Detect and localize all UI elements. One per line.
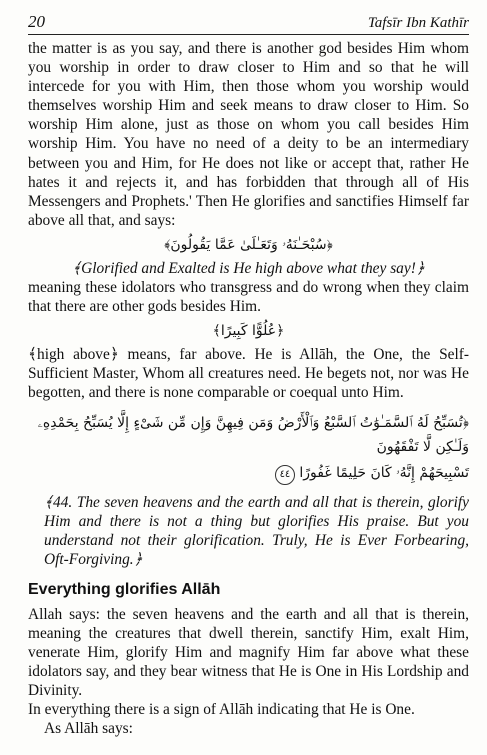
page-number: 20 bbox=[28, 12, 45, 31]
verse-translation-3: ﴾44. The seven heavens and the earth and all that is therein, glorify Him and there is not a thing but glorifies His praise. But you understand not their glorification. Truly, He is Ever Forbearing, Oft-Forgiving.﴿ bbox=[44, 493, 469, 568]
arabic-verse-3-line-1: ﴿تُسَبِّحُ لَهُ ٱلسَّمَـٰوَٰتُ ٱلسَّبْعُ وَٱلْأَرْضُ وَمَن فِيهِنَّ وَإِن مِّن شَىْءٍ إِلَّا يُسَبِّحُ بِحَمْدِهِۦ وَلَـٰكِن لَّا تَفْقَهُونَ bbox=[37, 414, 469, 455]
arabic-verse-3-line-2 bbox=[28, 461, 469, 485]
section-heading: Everything glorifies Allāh bbox=[28, 580, 221, 598]
page-header bbox=[28, 12, 469, 35]
paragraph-5: In everything there is a sign of Allāh indicating that He is One. bbox=[28, 701, 415, 719]
arabic-verse-1: ﴿سُبْحَـٰنَهُۥ وَتَعَـٰلَىٰ عَمَّا يَقُولُونَ﴾ bbox=[164, 236, 333, 253]
ayah-number-badge: ٤٤ bbox=[275, 465, 295, 485]
paragraph-3: ﴾high above﴿ means, far above. He is Allāh, the One, the Self-Sufficient Master, Whom all creatures need. He begets not, nor was He begotten, and there is none comparable or coequal unto Him. bbox=[28, 346, 469, 402]
verse-translation-1: ﴾Glorified and Exalted is He high above what they say!﴿ bbox=[72, 259, 425, 277]
paragraph-2: meaning these idolators who transgress and do wrong when they claim that there are other gods besides Him. bbox=[28, 279, 469, 316]
arabic-verse-3-line-2-text: تَسْبِيحَهُمْ إِنَّهُۥ كَانَ حَلِيمًا غَفُورًا bbox=[299, 464, 469, 481]
paragraph-4: Allah says: the seven heavens and the earth and all that is therein, meaning the creatures that dwell therein, sanctify Him, exalt Him, venerate Him, glorify Him and magnify Him far above what these idolators say, and they bear witness that He is One in His Lordship and Divinity. bbox=[28, 605, 469, 700]
book-title: Tafsīr Ibn Kathīr bbox=[367, 15, 469, 31]
paragraph-6: As Allāh says: bbox=[44, 720, 133, 738]
arabic-verse-2: ﴿عُلُوًّا كَبِيرًا﴾ bbox=[212, 323, 285, 340]
paragraph-1: the matter is as you say, and there is another god besides Him whom you worship in order to draw closer to Him and so that he will intercede for you with Him, then those whom you worship would themselves worship Him and seek means to draw closer to Him. So worship Him alone, just as those on whom you call besides Him worship Him. You have no need of a deity to be an intermediary between you and Him, for He does not like or accept that, rather He hates it and rejects it, and has forbidden that through all of His Messengers and Prophets.' Then He glorifies and sanctifies Himself far above all that, and says: bbox=[28, 40, 469, 229]
book-page bbox=[28, 12, 469, 739]
